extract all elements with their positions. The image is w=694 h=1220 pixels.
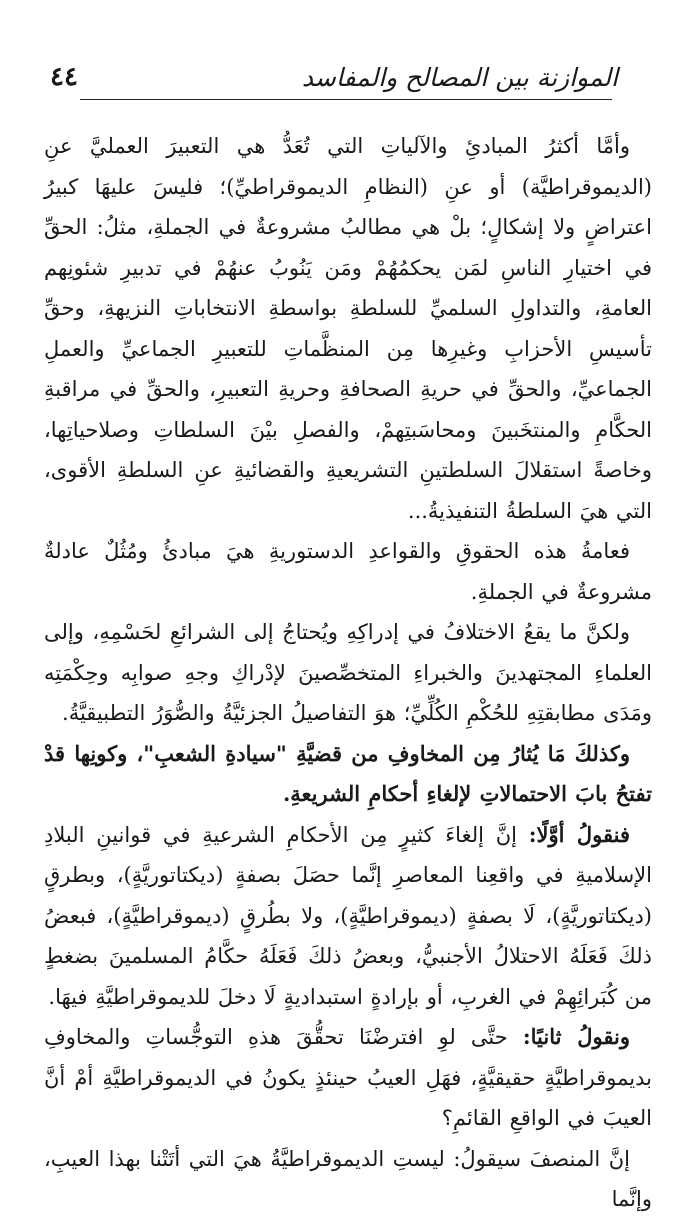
paragraph-4: وكذلكَ مَا يُثارُ مِن المخاوفِ من قضيَّةِ "سيادةِ الشعبِ"، وكونِها قدْ تفتحُ بابَ الاحتمالاتِ لإلغاءِ أحكامِ الشريعةِ. xyxy=(44,740,652,806)
running-title: الموازنة بين المصالح والمفاسد xyxy=(301,63,618,92)
paragraph-2: فعامةُ هذه الحقوقِ والقواعدِ الدستوريةِ هيَ مبادئُ ومُثُلٌ عادلةٌ مشروعةٌ في الجملةِ. xyxy=(44,539,652,604)
paragraph-5-text: إنَّ إلغاءَ كثيرٍ مِن الأحكامِ الشرعيةِ في قوانينِ البلادِ الإسلاميةِ في واقعِنا المعاصرِ إنَّما حصَلَ بصفةٍ (ديكتاتوريَّةٍ)، وبطرقٍ (ديكتاتوريَّةٍ)، لَا بصفةٍ (ديموقراطيَّةٍ)، ولا بطُرقٍ (ديموقراطيَّةٍ)، فبعضُ ذلكَ فَعَلَهُ الاحتلالُ الأجنبيُّ، وبعضُ ذلكَ فَعَلَهُ حكَّامُ المسلمينَ بضغطٍ من كُبَرائِهِمْ في الغربِ، أو بإرادةٍ استبداديةٍ لَا دخلَ للديموقراطيَّةِ فيهَا. xyxy=(44,822,652,1009)
paragraph-6-lead: ونقولُ ثانيًا: xyxy=(522,1024,630,1049)
paragraph-6-text: حتَّى لوِ افترضْنَا تحقُّقَ هذهِ التوجُّساتِ والمخاوفِ بديموقراطيَّةٍ حقيقيَّةٍ، فهَلِ العيبُ حينئذٍ يكونُ في الديموقراطيَّةِ أمْ أنَّ العيبَ في الواقعِ القائمِ؟ xyxy=(44,1025,652,1130)
paragraph-6 xyxy=(44,1017,652,1139)
paragraph-5-lead: فنقولُ أوَّلًا: xyxy=(528,821,630,847)
page-number: ٤٤ xyxy=(50,62,78,92)
page-body xyxy=(44,100,652,1220)
page-header xyxy=(44,0,652,100)
header-rule xyxy=(80,99,612,100)
paragraph-3: ولكنَّ ما يقعُ الاختلافُ في إدراكِهِ ويُحتاجُ إلى الشرائعِ لحَسْمِهِ، وإلى العلماءِ المجتهدينَ والخبراءِ المتخصِّصينَ لإدْراكِ وجهِ صوابِه وحِكْمَتِه ومَدَى مطابقتِهِ للحُكْمِ الكُلِّيِّ؛ هوَ التفاصيلُ الجزئيَّةُ والصُّوَرُ التطبيقيَّةُ. xyxy=(44,620,652,725)
paragraph-1: وأمَّا أكثرُ المبادئِ والآلياتِ التي تُعَدُّ هي التعبيرَ العمليَّ عنِ (الديموقراطيَّة) أو عنِ (النظامِ الديموقراطيِّ)؛ فليسَ عليهَا كبيرُ اعتراضٍ ولا إشكالٍ؛ بلْ هي مطالبُ مشروعةٌ في الجملةِ، مثلُ: الحقِّ في اختيارِ الناسِ لمَن يحكمُهُمْ ومَن يَنُوبُ عنهُمْ في تدبيرِ شئونِهم العامةِ، والتداولِ السلميِّ للسلطةِ بواسطةِ الانتخاباتِ النزيهةِ، وحقِّ تأسيسِ الأحزابِ وغيرِها مِن المنظَّماتِ للتعبيرِ الجماعيِّ والعملِ الجماعيِّ، والحقِّ في حريةِ الصحافةِ وحريةِ التعبيرِ، والحقِّ في مراقبةِ الحكَّامِ والمنتخَبينَ ومحاسَبتِهمْ، والفصلِ بيْنَ السلطاتِ وصلاحياتِها، وخاصةً استقلالَ السلطتينِ التشريعيةِ والقضائيةِ عنِ السلطةِ الأقوى، التي هيَ السلطةُ التنفيذيةُ... xyxy=(44,134,652,523)
paragraph-5 xyxy=(44,815,652,1018)
paragraph-7: إنَّ المنصفَ سيقولُ: ليستِ الديموقراطيَّةُ هيَ التي أتَتْنا بهذا العيبِ، وإنَّما xyxy=(44,1146,652,1211)
